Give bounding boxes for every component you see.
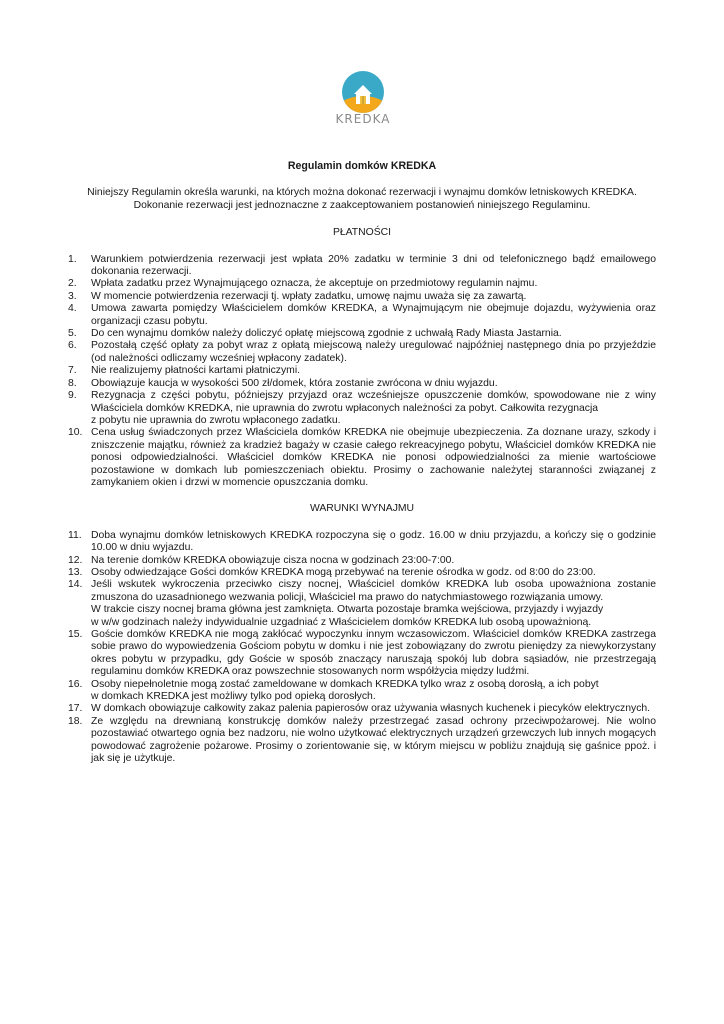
rule-number: 3. — [68, 290, 77, 302]
rule-number: 6. — [68, 340, 77, 352]
rule-item — [68, 679, 656, 704]
rule-text: Na terenie domków KREDKA obowiązuje cisza nocna w godzinach 23:00-7:00. — [91, 554, 455, 566]
rule-text: Doba wynajmu domków letniskowych KREDKA rozpoczyna się o godz. 16.00 w dniu przyjazdu, a kończy się o godzinie 10.00 w dniu wyjazdu. — [91, 529, 656, 554]
rule-item — [68, 629, 656, 679]
kredka-logo — [330, 70, 396, 140]
rule-text-continuation: w domkach KREDKA jest możliwy tylko pod opieką dorosłych. — [91, 691, 376, 703]
rules-list — [68, 254, 656, 490]
rule-number: 1. — [68, 253, 77, 265]
rule-text: Umowa zawarta pomiędzy Właścicielem domków KREDKA, a Wynajmującym nie obejmuje dojazdu, wyżywienia oraz organizacji czasu pobytu. — [91, 303, 656, 327]
rule-item — [68, 254, 656, 279]
rule-item — [68, 365, 656, 377]
rule-number: 10. — [68, 427, 83, 439]
rule-text: Jeśli wskutek wykroczenia przeciwko ciszy nocnej, Właściciel domków KREDKA lub osoba upoważniona zostanie zmuszona do uzasadnionego wezwania policji, Właściciel ma prawo do natychmiastowego rozwiązania umowy. — [91, 579, 656, 603]
rule-item — [68, 555, 656, 567]
rule-text: Warunkiem potwierdzenia rezerwacji jest wpłata 20% zadatku w terminie 3 dni od telefonicznego bądź emailowego dokonania rezerwacji. — [91, 253, 656, 278]
section-heading: PŁATNOŚCI — [332, 227, 392, 239]
intro-paragraph: Niniejszy Regulamin określa warunki, na których można dokonać rezerwacji i wynajmu domków letniskowych KREDKA. Dokonanie rezerwacji jest jednoznaczne z zaakceptowaniem postanowień niniejszego Regulaminu. — [87, 187, 637, 211]
rule-text: Goście domków KREDKA nie mogą zakłócać wypoczynku innym wczasowiczom. Właściciel domków KREDKA zastrzega sobie prawo do wypowiedzenia Gościom pobytu w domku i nie jest zobowiązany do zwrotu pieniędzy za niewykorzystany okres pobytu w przypadku, gdy Goście w sposób znaczący naruszają spokój lub dobra sąsiadów, nie przestrzegają regulaminu domków KREDKA oraz powszechnie stosowanych norm współżycia między ludźmi. — [91, 629, 656, 678]
section-heading: WARUNKI WYNAJMU — [309, 503, 415, 515]
rule-text-continuation: w w/w godzinach należy indywidualnie uzgadniać z Właścicielem domków KREDKA lub osobą upoważnioną. — [91, 616, 592, 628]
rule-text: Osoby niepełnoletnie mogą zostać zameldowane w domkach KREDKA tylko wraz z osobą dorosłą, a ich pobyt — [91, 678, 599, 690]
rule-text: Wpłata zadatku przez Wynajmującego oznacza, że akceptuje on przedmiotowy regulamin najmu. — [91, 278, 538, 290]
regulations-content — [68, 160, 656, 779]
rule-number: 5. — [68, 328, 77, 340]
rule-text: W momencie potwierdzenia rezerwacji tj. wpłaty zadatku, umowę najmu uważa się za zawartą. — [91, 290, 527, 302]
rule-item — [68, 390, 656, 427]
rule-item — [68, 328, 656, 340]
rule-item — [68, 291, 656, 303]
rule-text: Cena usług świadczonych przez Właściciela domków KREDKA nie obejmuje ubezpieczenia. Za doznane urazy, szkody i zniszczenie majątku, również za kradzież bagaży w czasie całego rekreacyjnego pobytu, Właściciel domków KREDKA nie ponosi odpowiedzialności. Właściciel domków KREDKA nie ponosi odpowiedzialności za mienie wartościowe pozostawione w domkach lub pomieszczeniach obiektu. Prosimy o zachowanie należytej staranności związanej z zamykaniem okien i drzwi w momencie opuszczania domku. — [91, 427, 656, 488]
rules-list — [68, 530, 656, 766]
rule-number: 4. — [68, 303, 77, 315]
rule-number: 16. — [68, 678, 83, 690]
house-logo-icon — [341, 70, 385, 114]
document-title: Regulamin domków KREDKA — [287, 160, 437, 172]
rule-item — [68, 303, 656, 328]
rule-item — [68, 427, 656, 489]
rule-text: Pozostałą część opłaty za pobyt wraz z opłatą miejscową należy uregulować najpóźniej następnego dnia po przyjeździe (od należności odliczamy wcześniej wpłacony zadatek). — [91, 340, 656, 364]
rule-text: Obowiązuje kaucja w wysokości 500 zł/domek, która zostanie zwrócona w dniu wyjazdu. — [91, 377, 498, 389]
rule-item — [68, 716, 656, 766]
rule-item — [68, 378, 656, 390]
rule-number: 11. — [68, 529, 82, 541]
rule-number: 17. — [68, 703, 83, 715]
rule-text: W domkach obowiązuje całkowity zakaz palenia papierosów oraz używania własnych kuchenek i piecyków elektrycznych. — [91, 703, 651, 715]
rule-item — [68, 530, 656, 555]
rule-item — [68, 579, 656, 629]
rule-number: 9. — [68, 390, 77, 402]
rule-number: 7. — [68, 365, 77, 377]
rule-item — [68, 567, 656, 579]
rule-number: 15. — [68, 629, 83, 640]
rule-number: 2. — [68, 278, 77, 290]
rule-text-continuation: W trakcie ciszy nocnej brama główna jest zamknięta. Otwarta pozostaje bramka wejściowa, przyjazdy i wyjazdy — [91, 604, 604, 616]
rule-number: 18. — [68, 715, 83, 727]
rule-text: Do cen wynajmu domków należy doliczyć opłatę miejscową zgodnie z uchwałą Rady Miasta Jastarnia. — [91, 328, 562, 340]
rule-number: 14. — [68, 579, 83, 591]
sections-container — [68, 227, 656, 765]
rule-text: Rezygnacja z części pobytu, późniejszy przyjazd oraz wcześniejsze opuszczenie domków, spowodowane nie z winy Właściciela domków KREDKA, nie uprawnia do zwrotu wpłaconych należności za pobyt. Całkowita rezygnacja — [91, 390, 656, 414]
rule-text-continuation: z pobytu nie uprawnia do zwrotu wpłaconego zadatku. — [91, 414, 341, 426]
rule-item — [68, 703, 656, 715]
rule-text: Ze względu na drewnianą konstrukcję domków należy przestrzegać zasad ochrony przeciwpożarowej. Nie wolno pozostawiać otwartego ognia bez nadzoru, nie wolno użytkować elektrycznych urządzeń grzewczych lub innych mogących powodować zagrożenie pożarowe. Prosimy o zorientowanie się, w którym miejscu w pobliżu znajdują się gaśnice ppoż. i jak się je użytkuje. — [91, 715, 656, 765]
rule-item — [68, 340, 656, 365]
logo-brand-text: KREDKA — [335, 112, 391, 126]
rule-text: Osoby odwiedzające Gości domków KREDKA mogą przebywać na terenie ośrodka w godz. od 8:00 do 23:00. — [91, 566, 596, 578]
rule-item — [68, 278, 656, 290]
rule-number: 12. — [68, 554, 83, 566]
rule-number: 8. — [68, 377, 77, 389]
rule-number: 13. — [68, 566, 83, 578]
rule-text: Nie realizujemy płatności kartami płatniczymi. — [91, 365, 301, 377]
